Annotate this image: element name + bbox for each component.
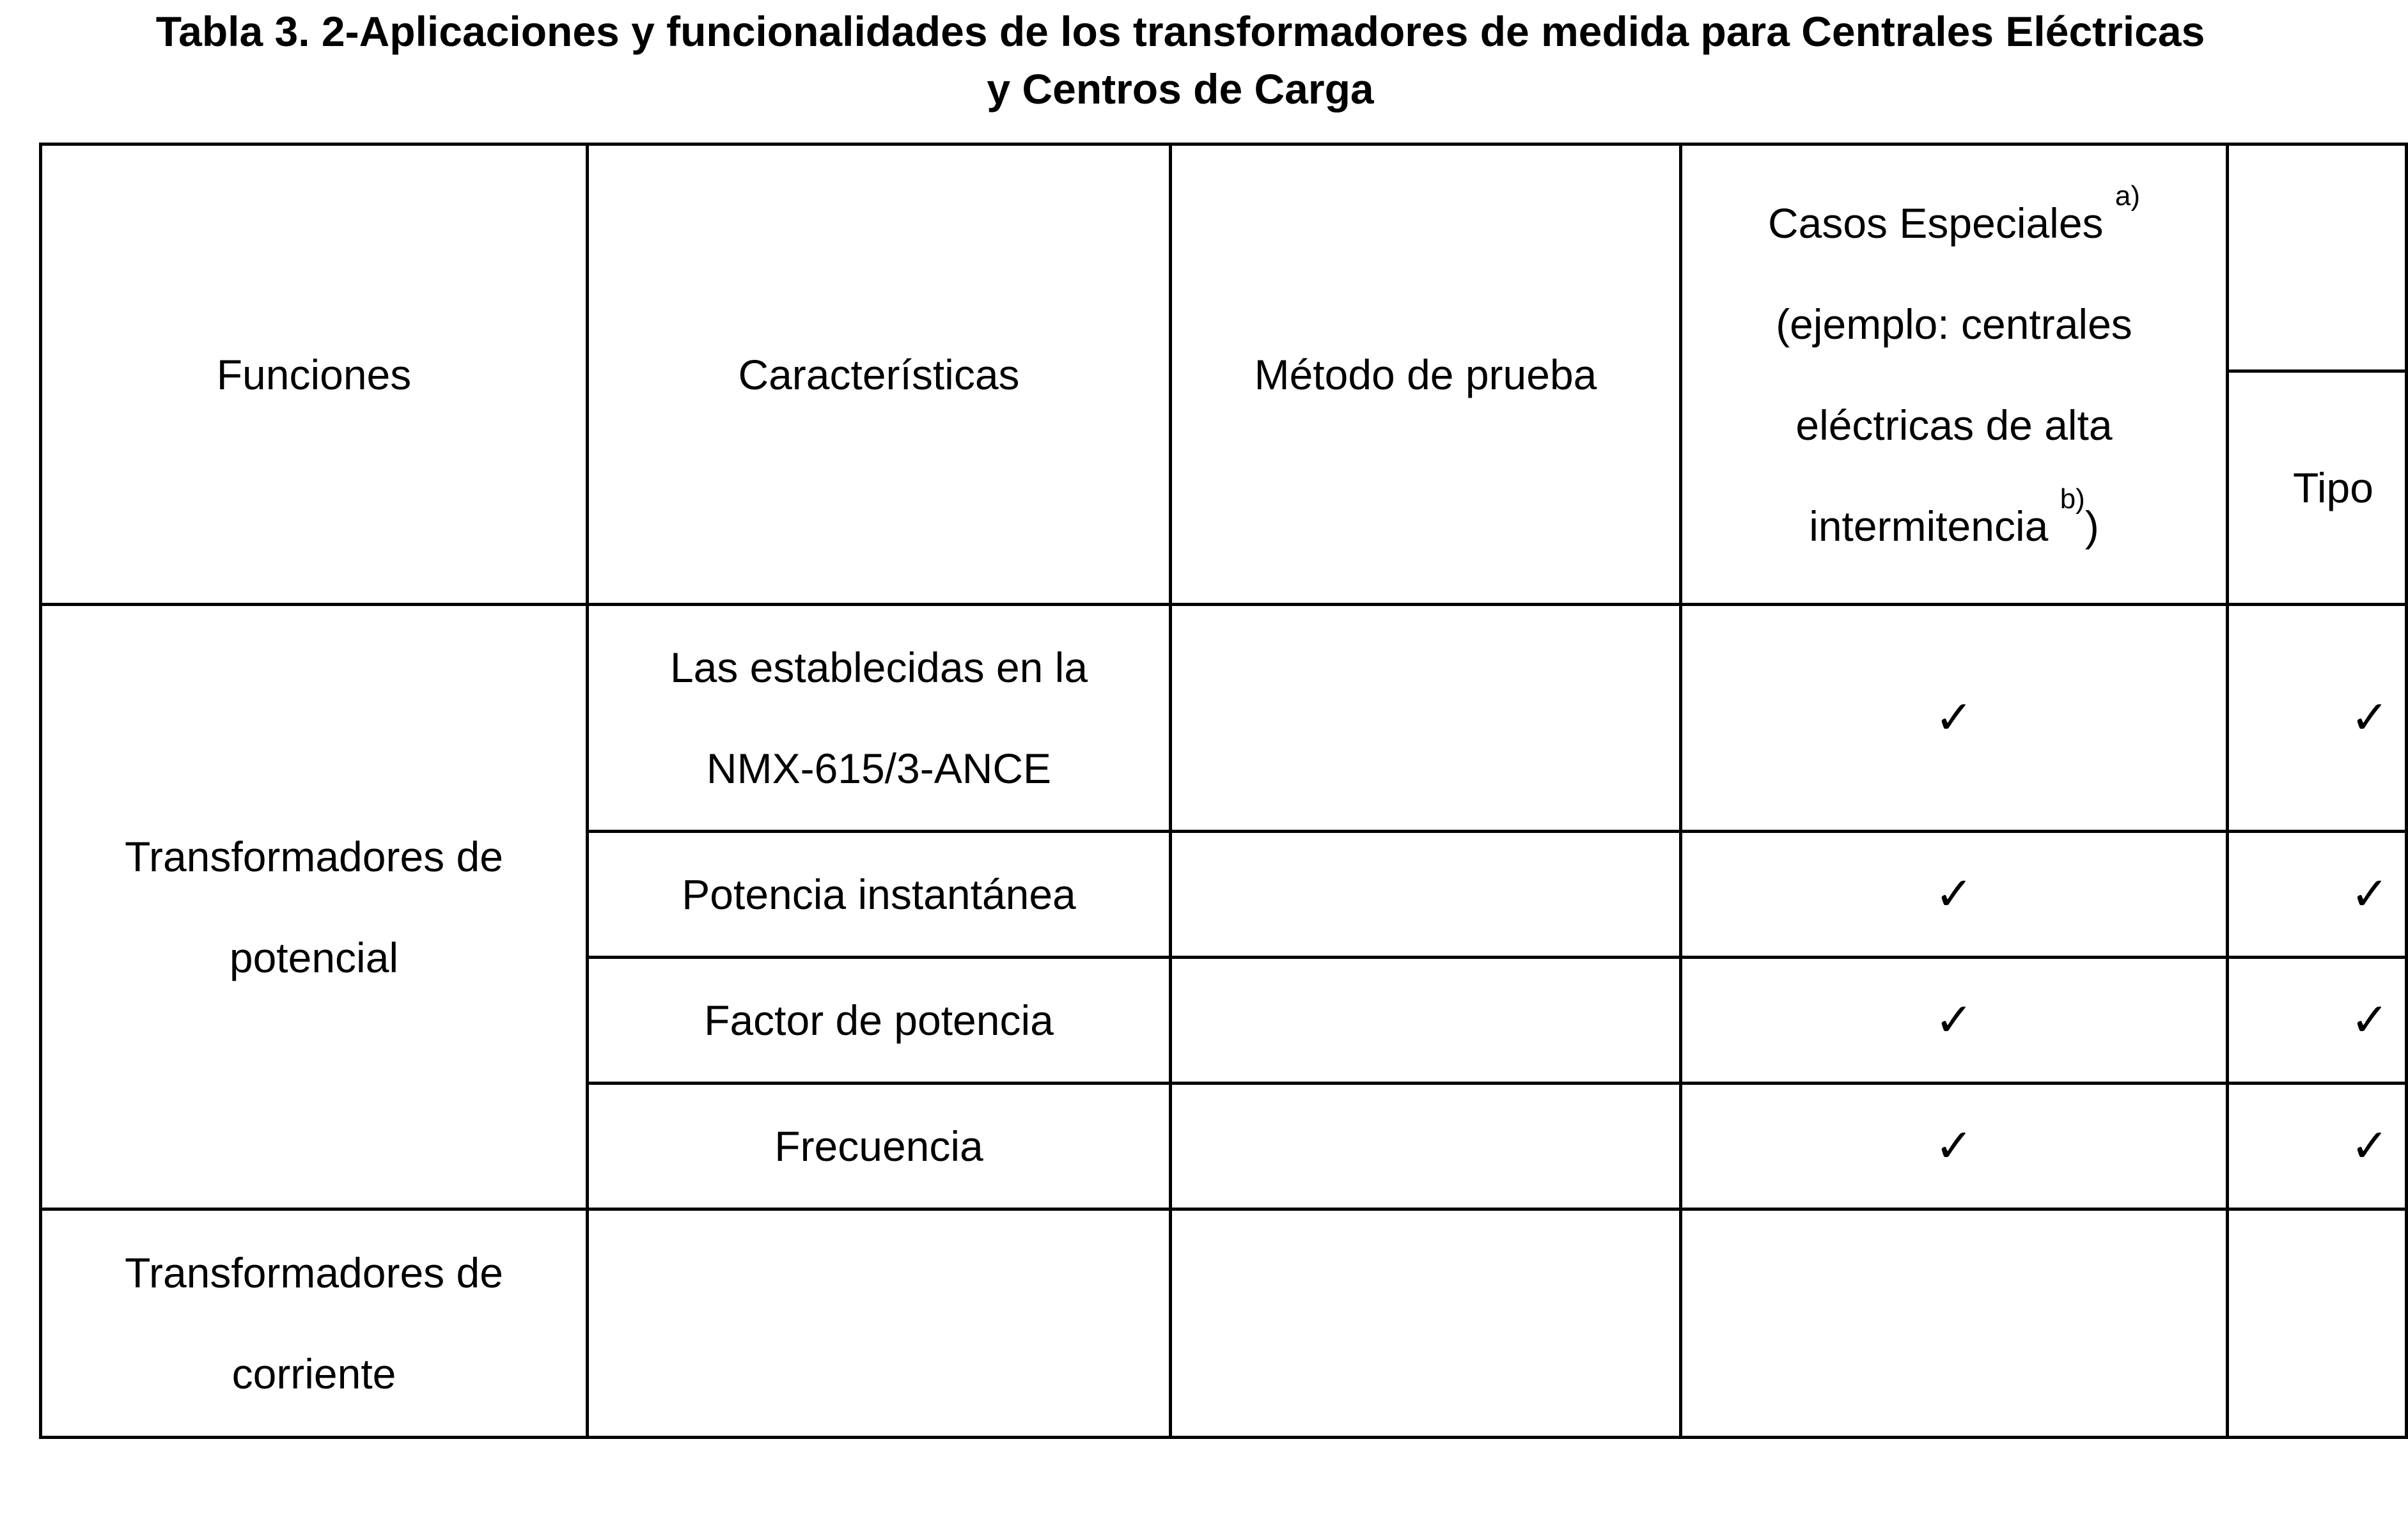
metodo-cell <box>1171 832 1681 958</box>
header-caracteristicas: Características <box>588 144 1171 605</box>
funcion-line-2: potencial <box>229 933 399 981</box>
funcion-transformadores-de-corriente <box>41 1209 588 1438</box>
header-group-partial <box>2228 144 2407 371</box>
header-row-1 <box>41 144 2407 371</box>
check-icon: ✓ <box>1681 958 2228 1084</box>
table-row <box>41 605 2407 832</box>
table-title <box>0 3 2361 118</box>
casos-line-1: Casos Especiales <box>1767 199 2104 247</box>
caracteristica-line-1: Las establecidas en la <box>669 644 1088 691</box>
header-tipo-partial: Tipo <box>2228 371 2407 605</box>
casos-line-4-end: ) <box>2084 502 2099 550</box>
header-funciones: Funciones <box>41 144 588 605</box>
casos-line-2: (ejemplo: centrales <box>1776 300 2132 348</box>
caracteristica-line-2: NMX-615/3-ANCE <box>706 745 1052 792</box>
table-title-line-2: y Centros de Carga <box>987 65 1374 113</box>
funcion-line-1: Transformadores de <box>125 1249 503 1296</box>
casos-line-4: intermitencia <box>1809 502 2049 550</box>
metodo-cell <box>1171 958 1681 1084</box>
tipo-cell <box>2228 1209 2407 1438</box>
transformers-table <box>39 143 2408 1439</box>
check-icon: ✓ <box>1681 832 2228 958</box>
header-metodo-de-prueba: Método de prueba <box>1171 144 1681 605</box>
metodo-cell <box>1171 605 1681 832</box>
caracteristica-cell <box>588 1209 1171 1438</box>
check-icon: ✓ <box>2228 958 2407 1084</box>
caracteristica-cell: Factor de potencia <box>588 958 1171 1084</box>
metodo-cell <box>1171 1209 1681 1438</box>
caracteristica-cell: Frecuencia <box>588 1084 1171 1209</box>
funcion-transformadores-de-potencial <box>41 605 588 1209</box>
check-icon: ✓ <box>2228 605 2407 832</box>
check-icon: ✓ <box>1681 1084 2228 1209</box>
check-icon: ✓ <box>2228 832 2407 958</box>
funcion-line-1: Transformadores de <box>125 832 503 880</box>
table-row <box>41 1209 2407 1438</box>
footnote-b: b) <box>2060 483 2085 515</box>
table-title-line-1: Tabla 3. 2-Aplicaciones y funcionalidades de los transformadores de medida para Centrales Eléctricas <box>155 8 2205 55</box>
header-casos-especiales <box>1681 144 2228 605</box>
caracteristica-cell <box>588 605 1171 832</box>
metodo-cell <box>1171 1084 1681 1209</box>
casos-line-3: eléctricas de alta <box>1795 401 2113 449</box>
casos-especiales-cell <box>1681 1209 2228 1438</box>
funcion-line-2: corriente <box>231 1350 396 1397</box>
check-icon: ✓ <box>2228 1084 2407 1209</box>
footnote-a: a) <box>2115 180 2141 212</box>
caracteristica-cell: Potencia instantánea <box>588 832 1171 958</box>
check-icon: ✓ <box>1681 605 2228 832</box>
